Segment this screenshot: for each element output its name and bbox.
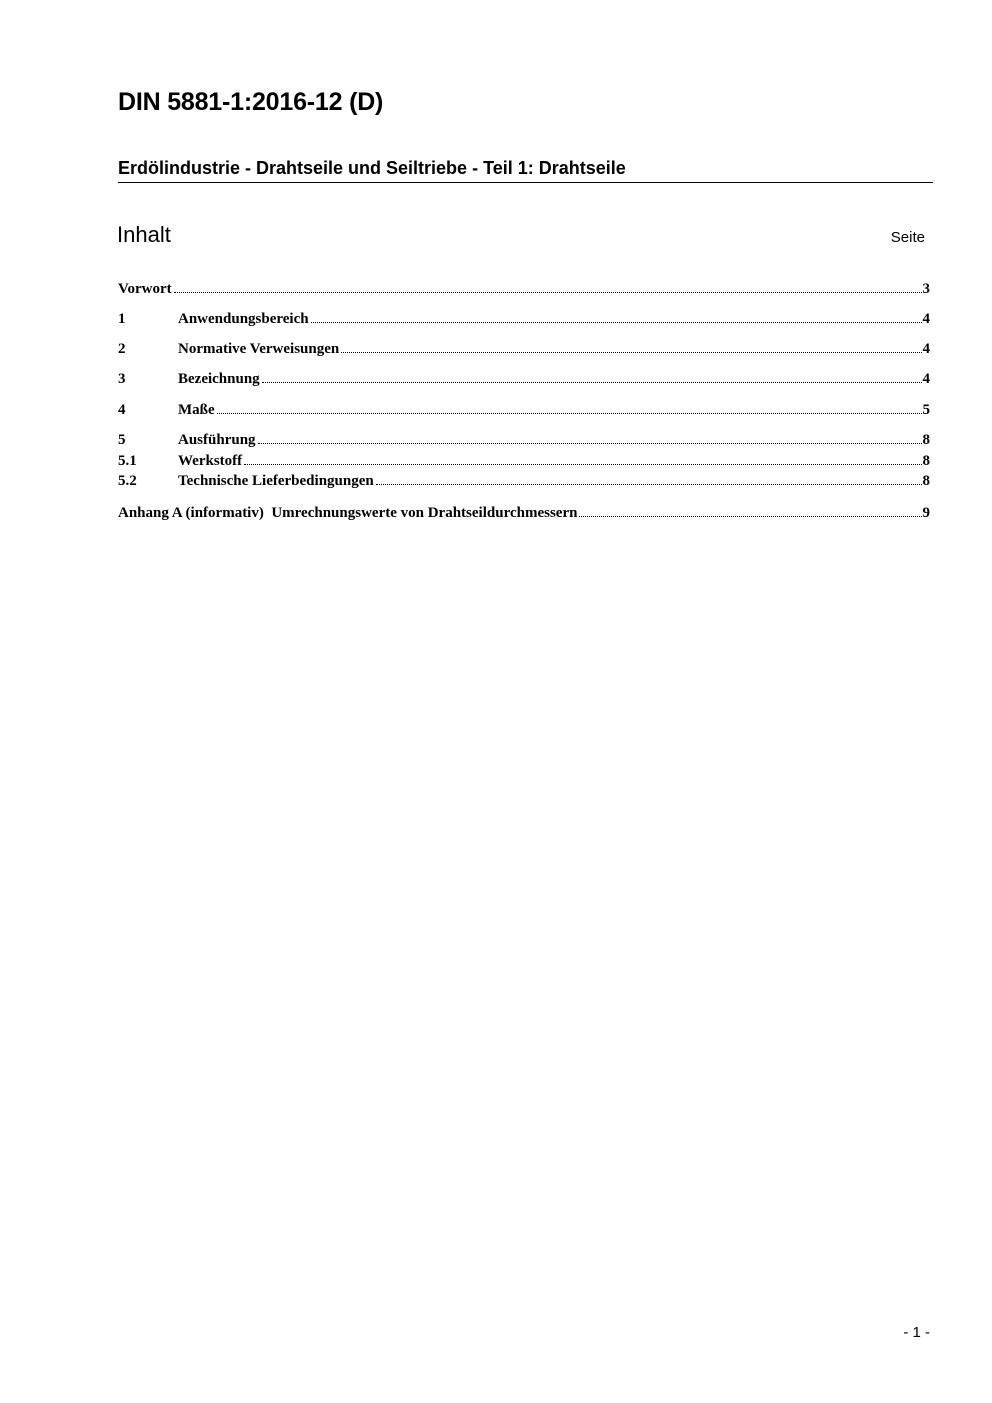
document-id: DIN 5881-1:2016-12 (D) — [118, 88, 384, 116]
toc-entry-number: 5 — [118, 432, 126, 448]
toc-entry-2[interactable] — [118, 341, 930, 358]
toc-entry-number: 5.1 — [118, 453, 137, 469]
toc-entry-5-2[interactable] — [118, 473, 930, 490]
toc-entry-page: 3 — [922, 281, 930, 297]
toc-entry-page: 8 — [922, 453, 930, 469]
toc-entry-title: Normative Verweisungen — [178, 341, 340, 357]
toc-entry-1[interactable] — [118, 311, 930, 328]
toc-entry-3[interactable] — [118, 371, 930, 388]
page-number: - 1 - — [903, 1324, 930, 1341]
toc-entry-page: 4 — [922, 311, 930, 327]
toc-entry-5-1[interactable] — [118, 453, 930, 470]
toc-leader — [244, 464, 921, 465]
toc-entry-number: 3 — [118, 371, 126, 387]
toc-entry-number: 5.2 — [118, 473, 137, 489]
toc-entry-page: 9 — [922, 505, 930, 521]
toc-entry-title: Anhang A (informativ) Umrechnungswerte von Drahtseildurchmessern — [118, 505, 578, 521]
toc-leader — [341, 352, 921, 353]
toc-entry-page: 4 — [922, 341, 930, 357]
toc-entry-vorwort[interactable] — [118, 281, 930, 298]
toc-leader — [311, 322, 922, 323]
toc-leader — [262, 382, 922, 383]
toc-entry-page: 5 — [922, 402, 930, 418]
toc-entry-title: Werkstoff — [178, 453, 243, 469]
toc-leader — [174, 292, 922, 293]
toc-entry-page: 8 — [922, 432, 930, 448]
toc-entry-4[interactable] — [118, 402, 930, 419]
toc-entry-annex-a[interactable] — [118, 505, 930, 522]
toc-entry-number: 2 — [118, 341, 126, 357]
toc-entry-page: 4 — [922, 371, 930, 387]
toc-leader — [579, 516, 921, 517]
toc-entry-number: 4 — [118, 402, 126, 418]
toc-leader — [217, 413, 922, 414]
toc-entry-title: Maße — [178, 402, 215, 418]
toc-entry-title: Vorwort — [118, 281, 172, 297]
toc-entry-title: Ausführung — [178, 432, 256, 448]
toc-entry-5[interactable] — [118, 432, 930, 449]
toc-entry-number: 1 — [118, 311, 126, 327]
toc-leader — [258, 443, 922, 444]
toc-entry-page: 8 — [922, 473, 930, 489]
toc-entry-title: Anwendungsbereich — [178, 311, 309, 327]
page-column-label: Seite — [890, 229, 925, 246]
toc-leader — [376, 484, 922, 485]
document-subtitle: Erdölindustrie - Drahtseile und Seiltriebe - Teil 1: Drahtseile — [118, 158, 933, 183]
toc-heading: Inhalt — [117, 222, 171, 247]
toc-entry-title: Technische Lieferbedingungen — [178, 473, 374, 489]
toc-entry-title: Bezeichnung — [178, 371, 260, 387]
